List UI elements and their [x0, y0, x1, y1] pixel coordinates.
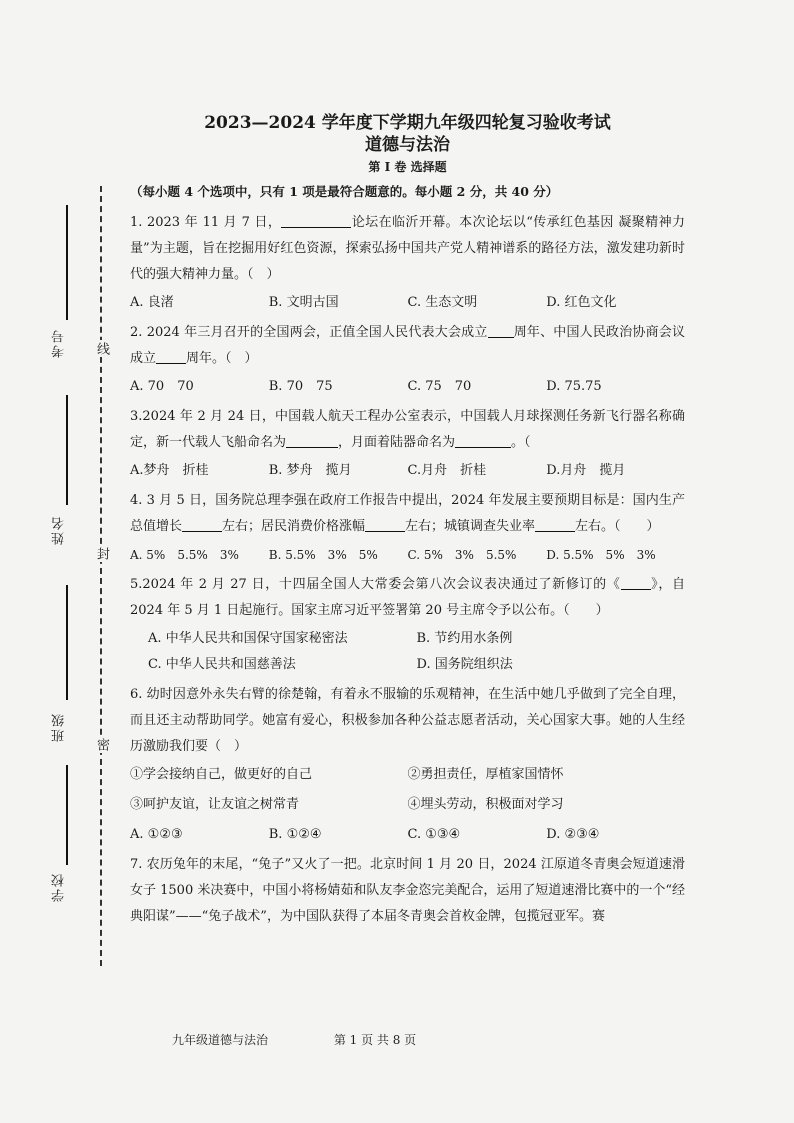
- answer-blank[interactable]: [286, 433, 338, 448]
- cut-mark-xian: 线: [94, 342, 109, 355]
- option-a[interactable]: A. 70 70: [130, 379, 194, 394]
- page-footer: [172, 1031, 416, 1048]
- answer-blank[interactable]: [535, 517, 575, 532]
- option-b[interactable]: B. 梦舟 揽月: [268, 463, 352, 478]
- question-text-part: 左右。（ ）: [575, 519, 660, 534]
- instructions: （每小题 4 个选项中，只有 1 项是最符合题意的。每小题 2 分，共 40 分）: [130, 184, 559, 199]
- options: [130, 290, 685, 316]
- options: [130, 374, 685, 400]
- option-d[interactable]: D.月舟 揽月: [546, 463, 626, 478]
- answer-blank[interactable]: [621, 575, 651, 590]
- question-3: [130, 404, 685, 484]
- page-number: 第 1 页 共 8 页: [333, 1033, 417, 1047]
- option-d[interactable]: D. 75.75: [546, 379, 602, 394]
- field-label-school: 学校: [52, 872, 67, 902]
- cut-line: [100, 186, 102, 966]
- options: [130, 626, 685, 678]
- cut-mark-mi: 密: [94, 738, 109, 751]
- exam-content: [130, 112, 685, 930]
- option-c[interactable]: C. ①③④: [407, 827, 461, 842]
- statements: [130, 762, 685, 788]
- options: [130, 822, 685, 848]
- question-text-part: 左右；居民消费价格涨幅: [222, 519, 366, 534]
- option-c[interactable]: C.月舟 折桂: [407, 463, 487, 478]
- field-label-exam-number: 考号: [52, 328, 67, 358]
- exam-title: 2023—2024 学年度下学期九年级四轮复习验收考试: [204, 113, 611, 133]
- answer-blank[interactable]: [488, 323, 514, 338]
- question-number: 1.: [130, 215, 143, 230]
- field-label-name: 姓名: [52, 515, 67, 545]
- question-6: [130, 682, 685, 848]
- option-d[interactable]: D. 国务院组织法: [416, 657, 513, 672]
- section-title: 第 I 卷 选择题: [368, 160, 447, 174]
- option-b[interactable]: B. 文明古国: [268, 295, 339, 310]
- footer-subject: 九年级道德与法治: [172, 1033, 269, 1047]
- option-b[interactable]: B. 5.5% 3% 5%: [268, 548, 378, 562]
- question-text-part: 左右；城镇调查失业率: [405, 519, 536, 534]
- answer-blank[interactable]: [182, 517, 222, 532]
- question-text-part: 。（: [511, 435, 531, 450]
- option-a[interactable]: A. ①②③: [130, 827, 183, 842]
- question-text-part: 周年。（ ）: [186, 351, 258, 366]
- question-number: 2.: [130, 325, 143, 340]
- field-line-class[interactable]: [66, 585, 68, 700]
- field-line-exam-number[interactable]: [66, 205, 68, 320]
- question-text-part: 2024 年 2 月 24 日，中国载人航天工程办公室表示，中国载人月球探测任务新飞行器名称确定，新一代载人飞船命名为: [130, 409, 685, 450]
- statement-1: ①学会接纳自己，做更好的自己: [130, 767, 313, 782]
- question-5: [130, 572, 685, 678]
- options: [130, 458, 685, 484]
- field-line-school[interactable]: [66, 765, 68, 865]
- answer-blank[interactable]: [156, 349, 186, 364]
- question-text: [130, 320, 685, 372]
- answer-blank[interactable]: [281, 213, 351, 228]
- option-c[interactable]: C. 中华人民共和国慈善法: [148, 657, 296, 672]
- answer-blank[interactable]: [455, 433, 511, 448]
- field-line-name[interactable]: [66, 395, 68, 505]
- option-c[interactable]: C. 75 70: [407, 379, 472, 394]
- question-number: 5.: [130, 577, 143, 592]
- option-d[interactable]: D. ②③④: [546, 827, 600, 842]
- answer-blank[interactable]: [365, 517, 405, 532]
- question-text: [130, 852, 685, 930]
- option-a[interactable]: A. 中华人民共和国保守国家秘密法: [148, 631, 348, 646]
- statement-4: ④埋头劳动，积极面对学习: [407, 797, 564, 812]
- question-text-part: 农历兔年的末尾，“兔子”又火了一把。北京时间 1 月 20 日，2024 江原道冬青奥会短道速滑女子 1500 米决赛中，中国小将杨婧茹和队友李金恣完美配合，运用了短道速滑比赛中的一个“经典阳谋”——“兔子战术”，为中国队获得了本届冬青奥会首枚金牌，包揽冠亚军。赛: [130, 857, 685, 924]
- question-text-part: 2024 年三月召开的全国两会，正值全国人民代表大会成立: [146, 325, 488, 340]
- option-b[interactable]: B. 70 75: [268, 379, 333, 394]
- question-text-part: 周年、中国人民政治协商会议成立: [130, 325, 685, 366]
- statements: [130, 792, 685, 818]
- field-label-class: 班级: [52, 712, 67, 742]
- cut-mark-feng: 封: [94, 547, 109, 560]
- question-text-part: 论坛在临沂开幕。本次论坛以“传承红色基因 凝聚精神力量”为主题，旨在挖掘用好红色资源，探索弘扬中国共产党人精神谱系的路径方法，激发建功新时代的强大精神力量。（ ）: [130, 215, 686, 282]
- question-text-part: 》，自 2024 年 5 月 1 日起施行。国家主席习近平签署第 20 号主席令予以公布。（ ）: [130, 577, 685, 618]
- options: [130, 542, 685, 568]
- option-a[interactable]: A.梦舟 折桂: [130, 463, 209, 478]
- question-number: 7.: [130, 857, 143, 872]
- question-text-part: 幼时因意外永失右臂的徐楚翰，有着永不服输的乐观精神，在生活中她几乎做到了完全自理，而且还主动帮助同学。她富有爱心，积极参加各种公益志愿者活动，关心国家大事。她的人生经历激励我们要（ ）: [130, 687, 685, 754]
- question-text: [130, 404, 685, 456]
- question-text-part: ，月面着陆器命名为: [338, 435, 456, 450]
- question-text-part: 2023 年 11 月 7 日，: [146, 215, 282, 230]
- option-d[interactable]: D. 红色文化: [546, 295, 617, 310]
- statement-2: ②勇担责任，厚植家国情怀: [407, 767, 564, 782]
- question-7: [130, 852, 685, 930]
- question-text: [130, 488, 685, 540]
- question-text: [130, 210, 685, 288]
- statement-3: ③呵护友谊，让友谊之树常青: [130, 797, 300, 812]
- option-a[interactable]: A. 良渚: [130, 295, 174, 310]
- binding-strip: [0, 0, 110, 1123]
- question-text: [130, 682, 685, 760]
- option-a[interactable]: A. 5% 5.5% 3%: [130, 548, 239, 562]
- exam-subject: 道德与法治: [365, 135, 450, 155]
- question-1: [130, 210, 685, 316]
- option-c[interactable]: C. 生态文明: [407, 295, 478, 310]
- question-4: [130, 488, 685, 568]
- question-text-part: 3 月 5 日，国务院总理李强在政府工作报告中提出，2024 年发展主要预期目标是：国内生产总值增长: [130, 493, 686, 534]
- question-text-part: 2024 年 2 月 27 日，十四届全国人大常委会第八次会议表决通过了新修订的《: [142, 577, 621, 592]
- question-number: 3.: [130, 409, 143, 424]
- option-b[interactable]: B. ①②④: [268, 827, 322, 842]
- question-number: 4.: [130, 493, 143, 508]
- option-b[interactable]: B. 节约用水条例: [416, 631, 513, 646]
- question-number: 6.: [130, 687, 143, 702]
- question-text: [130, 572, 685, 624]
- option-d[interactable]: D. 5.5% 5% 3%: [546, 548, 656, 562]
- question-2: [130, 320, 685, 400]
- option-c[interactable]: C. 5% 3% 5.5%: [407, 548, 517, 562]
